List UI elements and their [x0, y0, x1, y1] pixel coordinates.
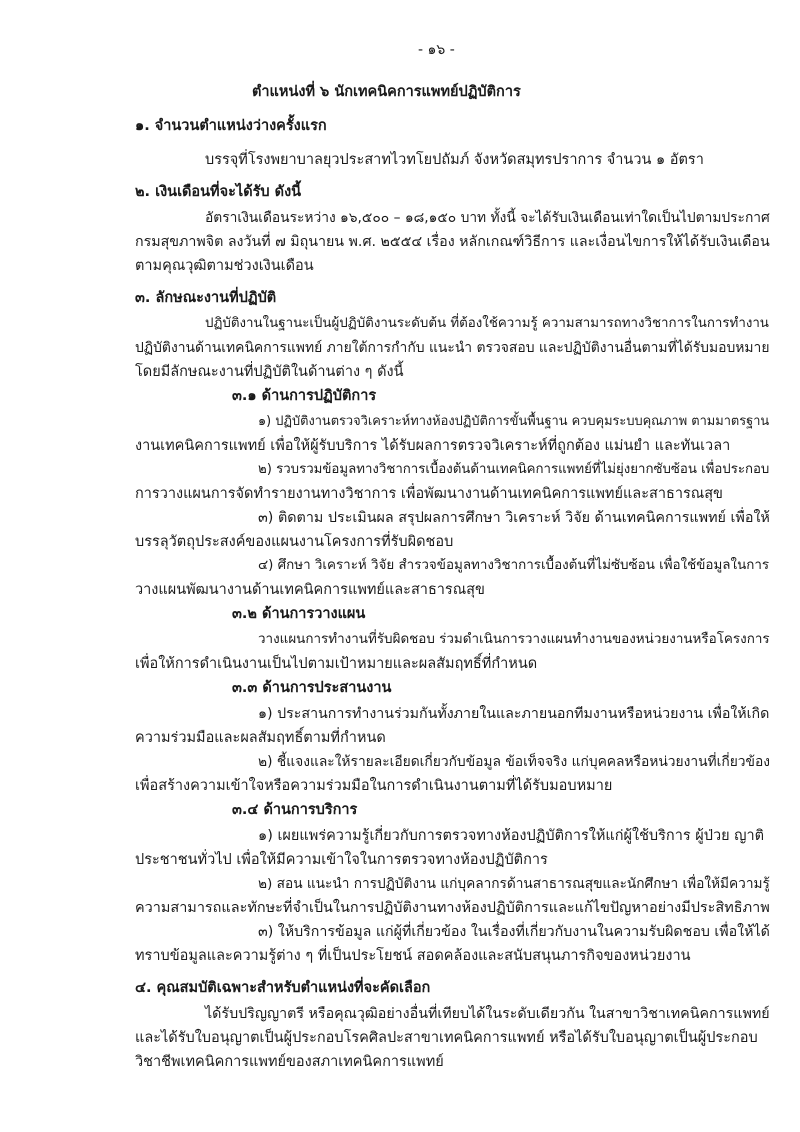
list-item-cont: เพื่อสร้างความเข้าใจหรือความร่วมมือในการดำเนินงานตามที่ได้รับมอบหมาย — [135, 778, 613, 794]
section-1-heading: ๑. จำนวนตำแหน่งว่างครั้งแรก — [135, 118, 327, 134]
list-item: ๒) ชี้แจงและให้รายละเอียดเกี่ยวกับข้อมูล ข้อเท็จจริง แก่บุคคลหรือหน่วยงานที่เกี่ยวข้อง — [258, 754, 771, 770]
section-2-line: ตามคุณวุฒิตามช่วงเงินเดือน — [135, 258, 314, 274]
list-item: ๒) รวบรวมข้อมูลทางวิชาการเบื้องต้นด้านเทคนิคการแพทย์ที่ไม่ยุ่งยากซับซ้อน เพื่อประกอบ — [258, 462, 770, 477]
list-item-cont: ประชาชนทั่วไป เพื่อให้มีความเข้าใจในการตรวจทางห้องปฏิบัติการ — [135, 852, 548, 868]
section-4-heading: ๔. คุณสมบัติเฉพาะสำหรับตำแหน่งที่จะคัดเลือก — [135, 980, 431, 996]
list-item: ๒) สอน แนะนำ การปฏิบัติงาน แก่บุคลากรด้านสาธารณสุขและนักศึกษา เพื่อให้มีความรู้ — [258, 876, 770, 892]
section-4-line: และได้รับใบอนุญาตเป็นผู้ประกอบโรคศิลปะสาขาเทคนิคการแพทย์ หรือได้รับใบอนุญาตเป็นผู้ประกอบ — [135, 1030, 758, 1046]
section-1-text: บรรจุที่โรงพยาบาลยุวประสาทไวทโยปถัมภ์ จังหวัดสมุทรปราการ จำนวน ๑ อัตรา — [205, 152, 704, 168]
subsection-3-1-heading: ๓.๑ ด้านการปฏิบัติการ — [232, 388, 377, 404]
section-3-intro-line: ปฏิบัติงานในฐานะเป็นผู้ปฏิบัติงานระดับต้น ที่ต้องใช้ความรู้ ความสามารถทางวิชาการในการทำงาน — [205, 316, 769, 331]
list-item: ๑) เผยแพร่ความรู้เกี่ยวกับการตรวจทางห้องปฏิบัติการให้แก่ผู้ใช้บริการ ผู้ป่วย ญาติ — [258, 828, 765, 844]
list-item-cont: ความร่วมมือและผลสัมฤทธิ์ตามที่กำหนด — [135, 730, 386, 746]
list-item-cont: ทราบข้อมูลและความรู้ต่าง ๆ ที่เป็นประโยชน์ สอดคล้องและสนับสนุนภารกิจของหน่วยงาน — [135, 948, 691, 964]
list-item-cont: วางแผนพัฒนางานด้านเทคนิคการแพทย์และสาธารณสุข — [135, 582, 485, 598]
subsection-3-2-line: วางแผนการทำงานที่รับผิดชอบ ร่วมดำเนินการวางแผนทำงานของหน่วยงานหรือโครงการ — [258, 632, 770, 647]
section-3-intro-line: โดยมีลักษณะงานที่ปฏิบัติในด้านต่าง ๆ ดังนี้ — [135, 364, 404, 380]
section-2-heading: ๒. เงินเดือนที่จะได้รับ ดังนี้ — [135, 184, 302, 200]
list-item: ๑) ปฏิบัติงานตรวจวิเคราะห์ทางห้องปฏิบัติการขั้นพื้นฐาน ควบคุมระบบคุณภาพ ตามมาตรฐาน — [258, 414, 770, 429]
list-item: ๓) ให้บริการข้อมูล แก่ผู้ที่เกี่ยวข้อง ในเรื่องที่เกี่ยวกับงานในความรับผิดชอบ เพื่อให้ได้ — [258, 924, 770, 940]
section-3-intro-line: ปฏิบัติงานด้านเทคนิคการแพทย์ ภายใต้การกำกับ แนะนำ ตรวจสอบ และปฏิบัติงานอื่นตามที่ได้รับมอบหมาย — [135, 340, 770, 356]
page-number: - ๑๖ - — [418, 42, 455, 58]
list-item-cont: งานเทคนิคการแพทย์ เพื่อให้ผู้รับบริการ ได้รับผลการตรวจวิเคราะห์ที่ถูกต้อง แม่นยำ และทันเวลา — [135, 438, 731, 454]
subsection-3-2-heading: ๓.๒ ด้านการวางแผน — [232, 606, 366, 622]
subsection-3-3-heading: ๓.๓ ด้านการประสานงาน — [232, 680, 392, 696]
section-4-line: ได้รับปริญญาตรี หรือคุณวุฒิอย่างอื่นที่เทียบได้ในระดับเดียวกัน ในสาขาวิชาเทคนิคการแพทย์ — [205, 1006, 770, 1022]
section-4-line: วิชาชีพเทคนิคการแพทย์ของสภาเทคนิคการแพทย์ — [135, 1054, 444, 1070]
list-item-cont: บรรลุวัตถุประสงค์ของแผนงานโครงการที่รับผิดชอบ — [135, 534, 454, 550]
list-item: ๔) ศึกษา วิเคราะห์ วิจัย สำรวจข้อมูลทางวิชาการเบื้องต้นที่ไม่ซับซ้อน เพื่อใช้ข้อมูลในการ — [258, 558, 770, 573]
section-2-line: อัตราเงินเดือนระหว่าง ๑๖,๕๐๐ – ๑๘,๑๕๐ บาท ทั้งนี้ จะได้รับเงินเดือนเท่าใดเป็นไปตามประกาศ — [205, 210, 770, 226]
position-title: ตำแหน่งที่ ๖ นักเทคนิคการแพทย์ปฏิบัติการ — [252, 84, 521, 100]
section-2-line: กรมสุขภาพจิต ลงวันที่ ๗ มิถุนายน พ.ศ. ๒๕๕๔ เรื่อง หลักเกณฑ์วิธีการ และเงื่อนไขการให้ได้รับเงินเดือน — [135, 234, 770, 250]
list-item-cont: การวางแผนการจัดทำรายงานทางวิชาการ เพื่อพัฒนางานด้านเทคนิคการแพทย์และสาธารณสุข — [135, 486, 723, 502]
subsection-3-4-heading: ๓.๔ ด้านการบริการ — [232, 802, 358, 818]
list-item: ๑) ประสานการทำงานร่วมกันทั้งภายในและภายนอกทีมงานหรือหน่วยงาน เพื่อให้เกิด — [258, 706, 770, 722]
section-3-heading: ๓. ลักษณะงานที่ปฏิบัติ — [135, 290, 277, 306]
list-item: ๓) ติดตาม ประเมินผล สรุปผลการศึกษา วิเคราะห์ วิจัย ด้านเทคนิคการแพทย์ เพื่อให้ — [258, 510, 770, 526]
list-item-cont: ความสามารถและทักษะที่จำเป็นในการปฏิบัติงานทางห้องปฏิบัติการและแก้ไขปัญหาอย่างมีประสิทธิภาพ — [135, 900, 770, 916]
subsection-3-2-line: เพื่อให้การดำเนินงานเป็นไปตามเป้าหมายและผลสัมฤทธิ์ที่กำหนด — [135, 656, 538, 672]
